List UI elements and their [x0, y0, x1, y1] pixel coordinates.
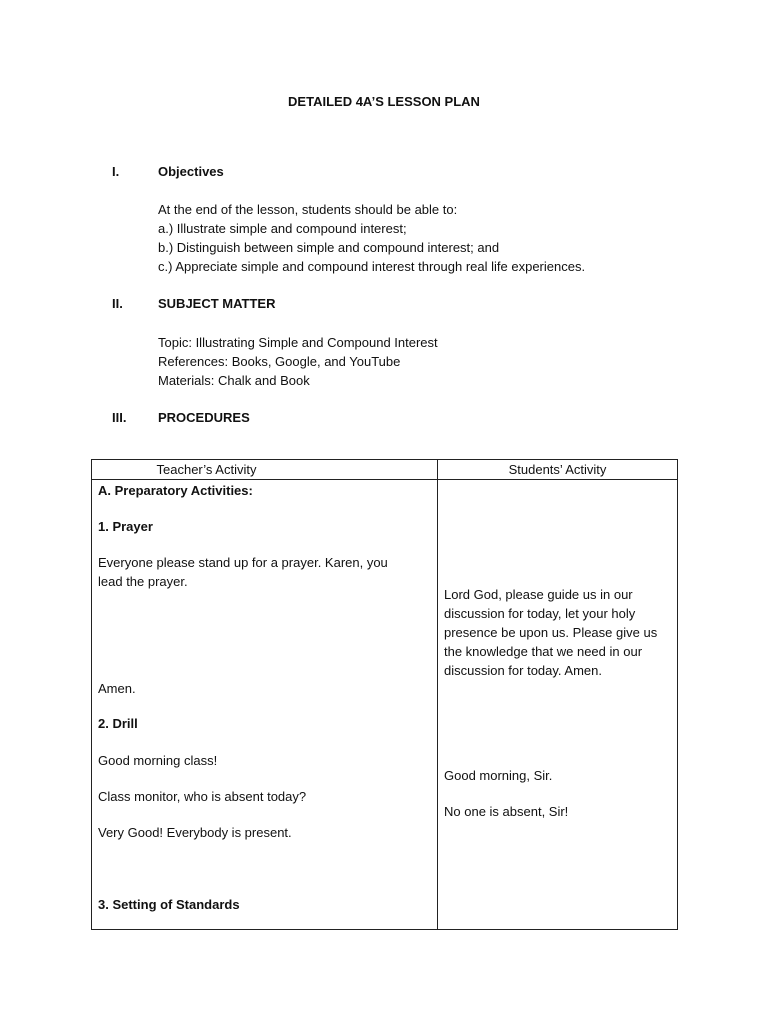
section-heading-objectives: Objectives — [158, 164, 224, 179]
teacher-activity-header: Teacher’s Activity — [92, 460, 438, 480]
teacher-line: Class monitor, who is absent today? — [98, 789, 307, 804]
student-line: presence be upon us. Please give us — [444, 625, 658, 640]
document-title: DETAILED 4A’S LESSON PLAN — [288, 94, 480, 109]
student-line: discussion for today, let your holy — [444, 606, 636, 621]
students-activity-header: Students’ Activity — [438, 460, 678, 480]
objective-item: a.) Illustrate simple and compound interest; — [158, 221, 407, 236]
teacher-line: Everyone please stand up for a prayer. Karen, you — [98, 555, 388, 570]
subject-materials: Materials: Chalk and Book — [158, 373, 310, 388]
teacher-line: lead the prayer. — [98, 574, 188, 589]
section-number: III. — [112, 410, 127, 425]
setting-of-standards-heading: 3. Setting of Standards — [98, 897, 240, 912]
prayer-heading: 1. Prayer — [98, 519, 153, 534]
teacher-line: Amen. — [98, 681, 136, 696]
objective-item: c.) Appreciate simple and compound interest through real life experiences. — [158, 259, 586, 274]
student-line: Good morning, Sir. — [444, 768, 553, 783]
teacher-line: Very Good! Everybody is present. — [98, 825, 292, 840]
teacher-activity-cell — [92, 480, 438, 930]
table-row — [92, 480, 678, 930]
students-activity-cell — [438, 480, 678, 930]
subject-topic: Topic: Illustrating Simple and Compound Interest — [158, 335, 438, 350]
objectives-intro: At the end of the lesson, students should be able to: — [158, 202, 458, 217]
procedures-table — [91, 459, 678, 930]
table-header-row — [92, 460, 678, 480]
drill-heading: 2. Drill — [98, 716, 138, 731]
preparatory-activities-heading: A. Preparatory Activities: — [98, 483, 253, 498]
subject-references: References: Books, Google, and YouTube — [158, 354, 401, 369]
section-heading-procedures: PROCEDURES — [158, 410, 250, 425]
teacher-line: Good morning class! — [98, 753, 218, 768]
student-line: No one is absent, Sir! — [444, 804, 569, 819]
section-heading-subject-matter: SUBJECT MATTER — [158, 296, 276, 311]
objective-item: b.) Distinguish between simple and compound interest; and — [158, 240, 500, 255]
student-line: Lord God, please guide us in our — [444, 587, 633, 602]
section-number: II. — [112, 296, 123, 311]
student-line: the knowledge that we need in our — [444, 644, 643, 659]
section-number: I. — [112, 164, 120, 179]
student-line: discussion for today. Amen. — [444, 663, 603, 678]
